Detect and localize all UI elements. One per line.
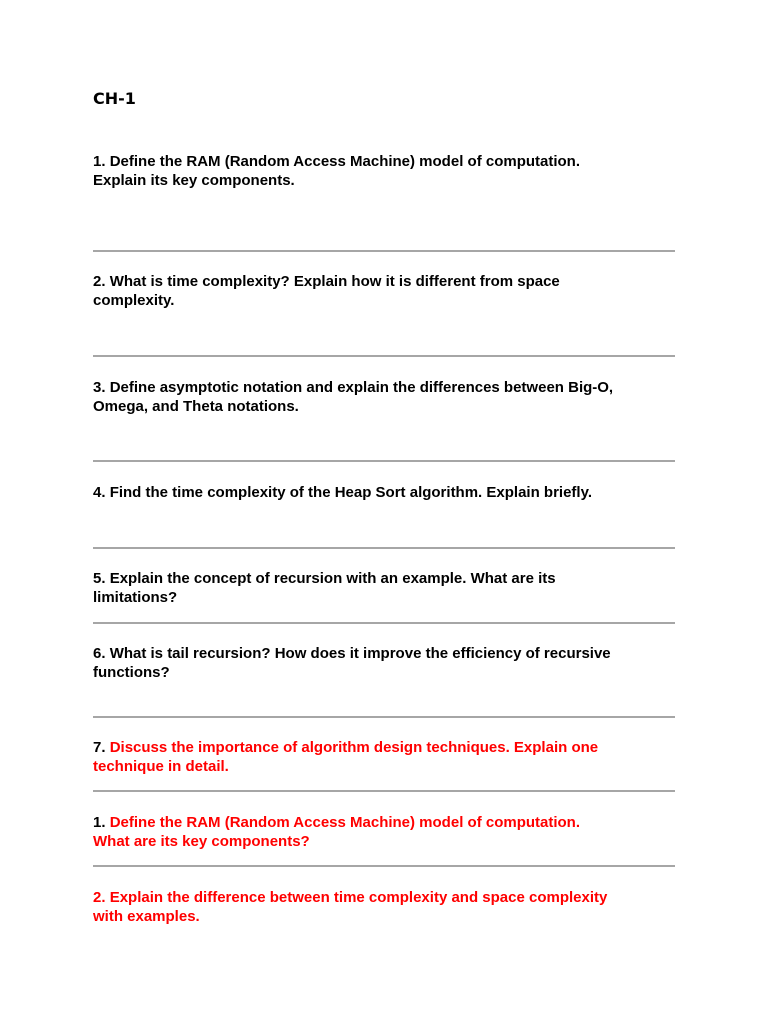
- question-text: Explain the concept of recursion with an example. What are its limitations?: [93, 570, 556, 606]
- question-number: 2.: [93, 889, 110, 906]
- question-text-highlighted: Explain the difference between time complexity and space complexity with examples.: [93, 889, 608, 925]
- question-number: 5.: [93, 570, 110, 587]
- question-number: 2.: [93, 273, 110, 290]
- answer-divider: [93, 547, 675, 549]
- question-text-highlighted: Discuss the importance of algorithm design techniques. Explain one technique in detail.: [93, 739, 599, 775]
- answer-divider: [93, 250, 675, 252]
- question-text: What is tail recursion? How does it improve the efficiency of recursive functions?: [93, 645, 611, 681]
- answer-divider: [93, 716, 675, 718]
- question-number: 6.: [93, 645, 110, 662]
- question-number: 1.: [93, 153, 110, 170]
- question-3: [93, 378, 683, 416]
- question-text: What is time complexity? Explain how it is different from space complexity.: [93, 273, 560, 309]
- answer-divider: [93, 355, 675, 357]
- question-number: 7.: [93, 739, 110, 756]
- question-text-highlighted: Define the RAM (Random Access Machine) model of computation. What are its key components?: [93, 814, 581, 850]
- chapter-heading: CH-1: [93, 89, 136, 108]
- answer-divider: [93, 790, 675, 792]
- question-number: 3.: [93, 379, 110, 396]
- question-7: [93, 738, 683, 776]
- question-5: [93, 569, 683, 607]
- question-text: Define asymptotic notation and explain the differences between Big-O, Omega, and Theta notations.: [93, 379, 614, 415]
- question-1: [93, 152, 683, 190]
- question-number: 4.: [93, 484, 110, 501]
- question-repeat-2: [93, 888, 683, 926]
- question-2: [93, 272, 683, 310]
- answer-divider: [93, 622, 675, 624]
- question-6: [93, 644, 683, 682]
- question-text: Find the time complexity of the Heap Sort algorithm. Explain briefly.: [109, 484, 592, 501]
- answer-divider: [93, 865, 675, 867]
- question-number: 1.: [93, 814, 110, 831]
- question-repeat-1: [93, 813, 683, 851]
- question-text: Define the RAM (Random Access Machine) model of computation. Explain its key components.: [93, 153, 581, 189]
- answer-divider: [93, 460, 675, 462]
- question-4: [93, 483, 683, 502]
